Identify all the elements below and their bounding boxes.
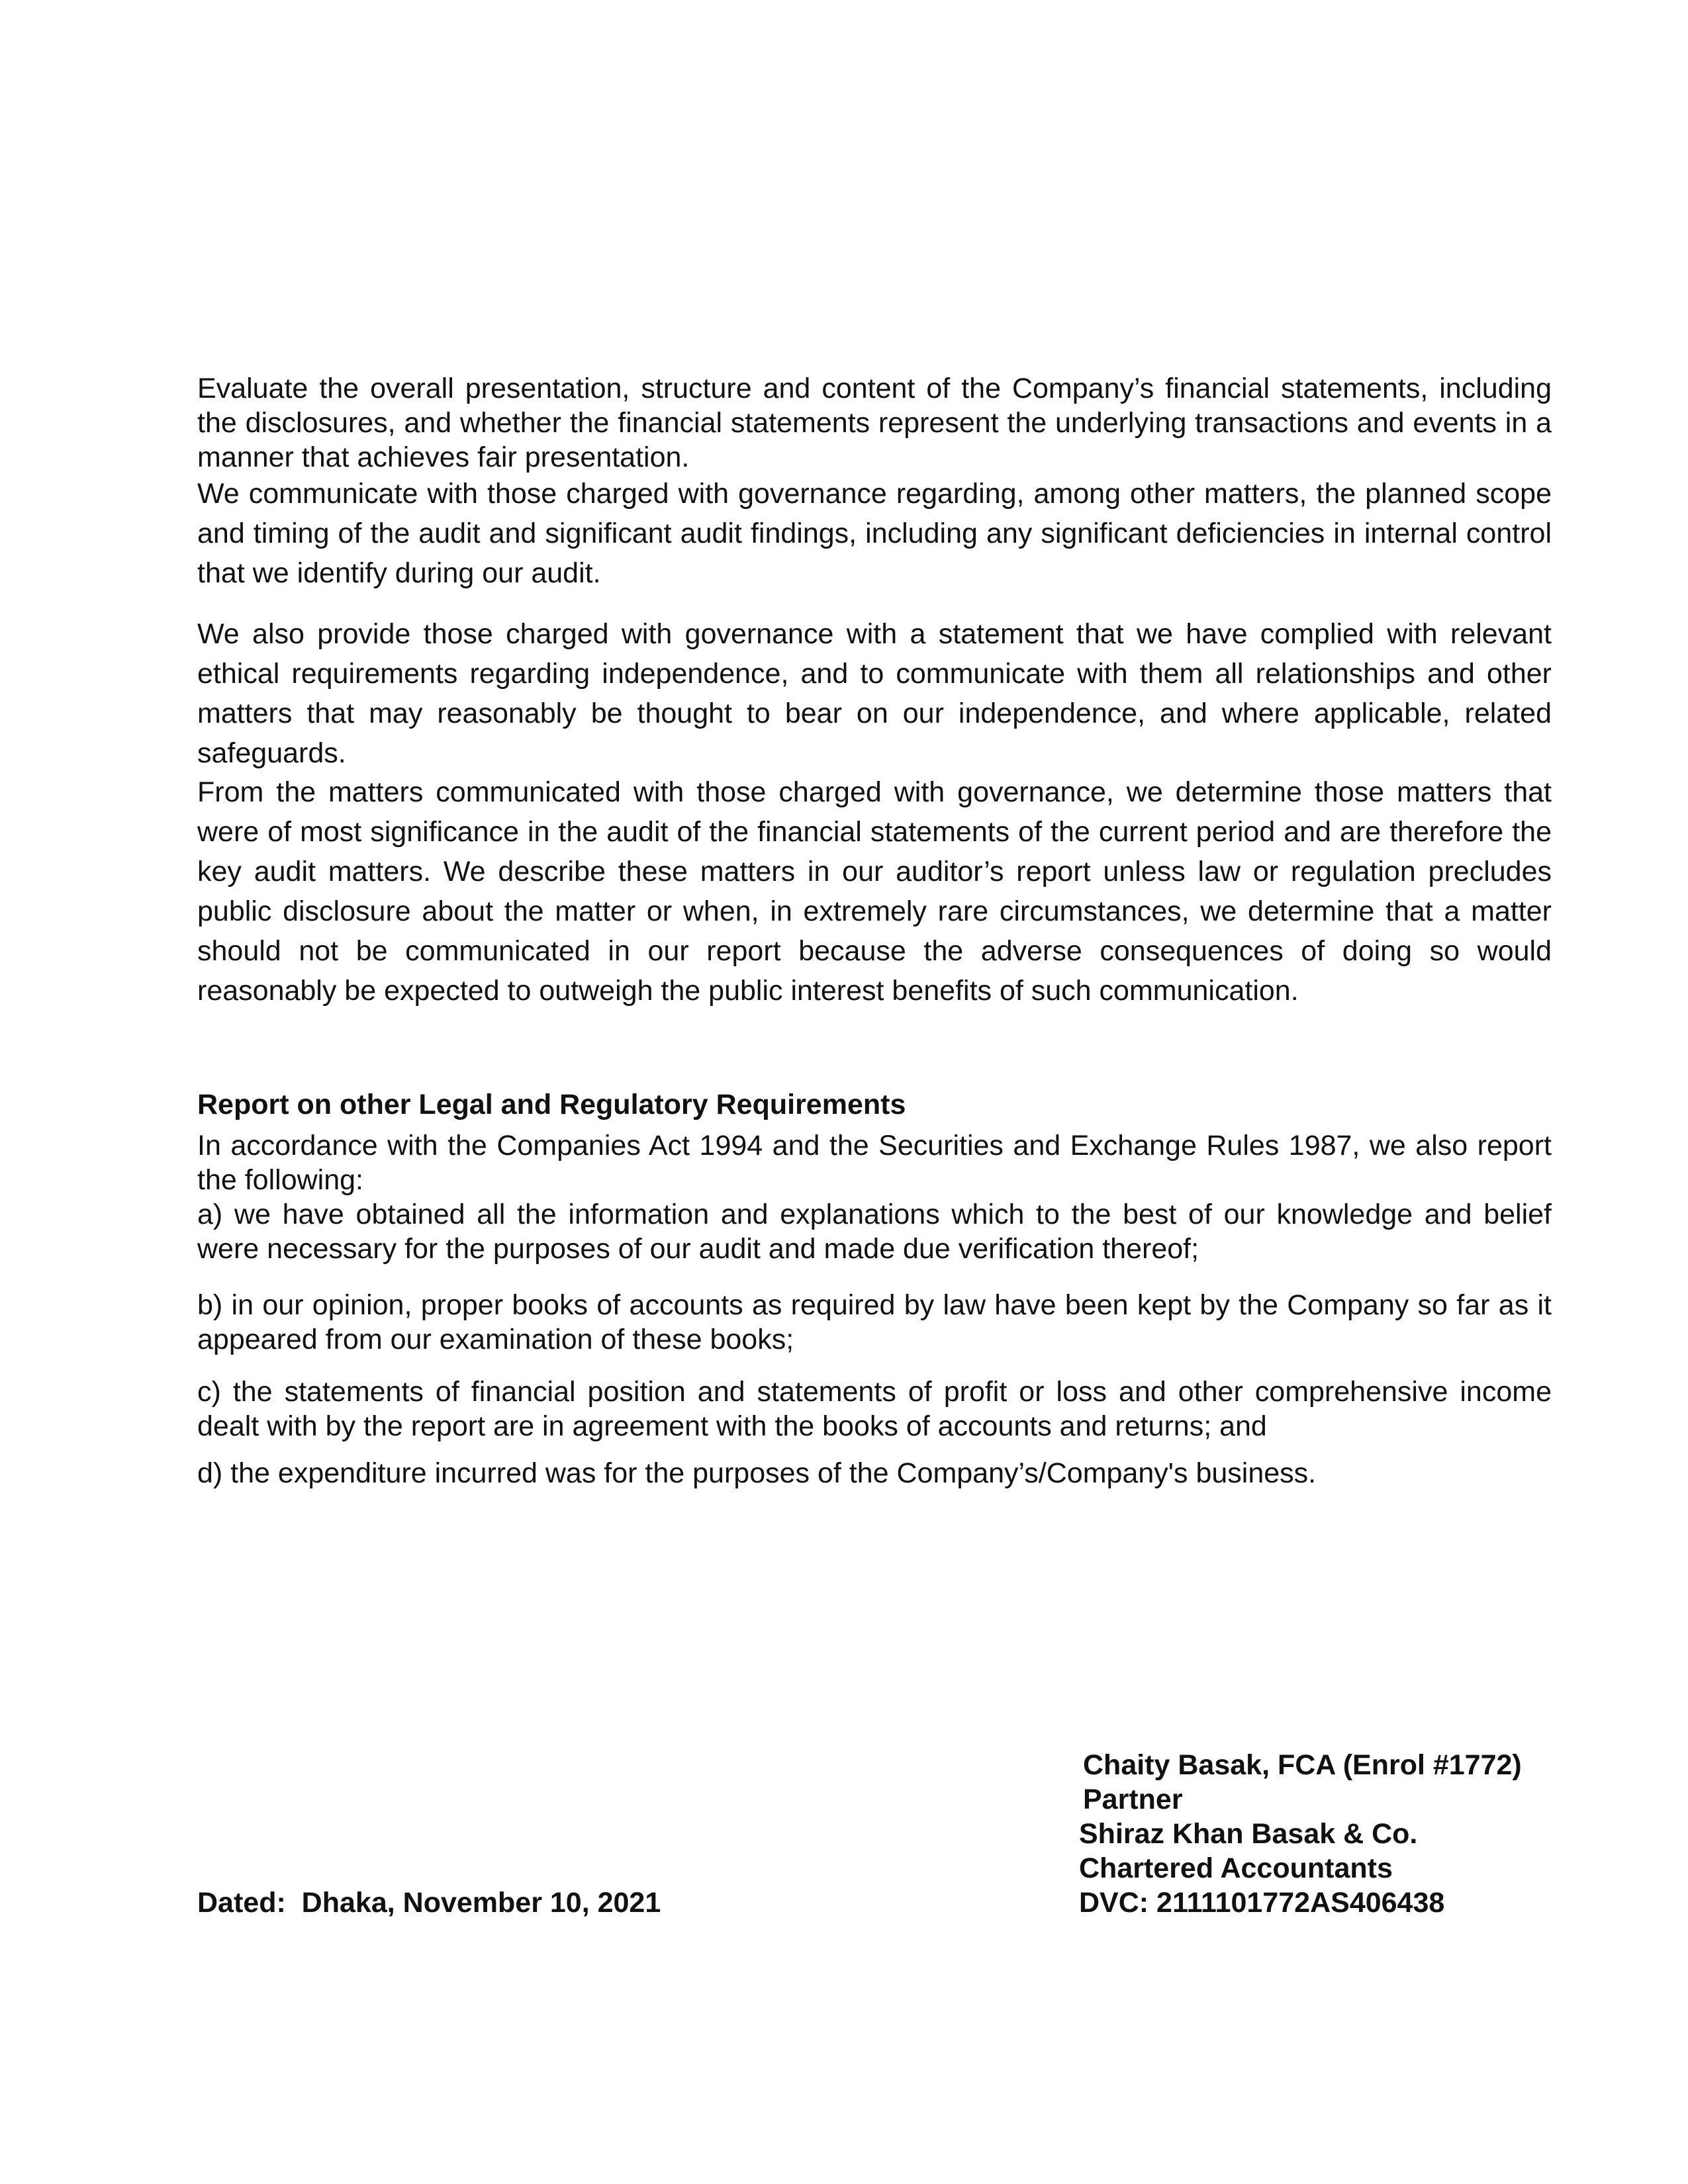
signatory-name: Chaity Basak, FCA (Enrol #1772) [1083, 1749, 1522, 1781]
dated-line: Dated: Dhaka, November 10, 2021 [197, 1887, 661, 1919]
paragraph-governance-communication: We communicate with those charged with governance regarding, among other matters, the planned scope and timing of the audit and significant audit findings, including any significant deficiencies in internal control that we identify during our audit. [197, 478, 1552, 589]
firm-name: Shiraz Khan Basak & Co. [1079, 1818, 1418, 1850]
paragraph-overall-presentation: Evaluate the overall presentation, structure and content of the Company’s financial statements, including the disclosures, and whether the financial statements represent the underlying transactions and events in a manner that achieves fair presentation. [197, 373, 1552, 473]
signatory-role: Partner [1083, 1784, 1183, 1815]
paragraph-independence-statement: We also provide those charged with governance with a statement that we have complied with relevant ethical requirements regarding independence, and to communicate with them all relationships and other matters that may reasonably be thought to bear on our independence, and where applicable, related safeguards. [197, 618, 1552, 769]
dvc-number: DVC: 2111101772AS406438 [1079, 1887, 1445, 1919]
paragraph-key-audit-matters: From the matters communicated with those charged with governance, we determine those matters that were of most significance in the audit of the financial statements of the current period and are therefore the key audit matters. We describe these matters in our auditor’s report unless law or regulation precludes public disclosure about the matter or when, in extremely rare circumstances, we determine that a matter should not be communicated in our report because the adverse consequences of doing so would reasonably be expected to outweigh the public interest benefits of such communication. [197, 776, 1552, 1007]
list-item-c: c) the statements of financial position and statements of profit or loss and other comprehensive income dealt with by the report are in agreement with the books of accounts and returns; and [197, 1376, 1552, 1442]
list-item-d: d) the expenditure incurred was for the purposes of the Company’s/Company's business. [197, 1457, 1317, 1489]
paragraph-legal-intro: In accordance with the Companies Act 1994 and the Securities and Exchange Rules 1987, we also report the following: [197, 1130, 1552, 1196]
list-item-a: a) we have obtained all the information and explanations which to the best of our knowledge and belief were necessary for the purposes of our audit and made due verification thereof; [197, 1199, 1552, 1265]
list-item-b: b) in our opinion, proper books of accounts as required by law have been kept by the Company so far as it appeared from our examination of these books; [197, 1289, 1552, 1355]
firm-type: Chartered Accountants [1079, 1852, 1393, 1884]
section-heading-legal-requirements: Report on other Legal and Regulatory Requirements [197, 1089, 906, 1120]
